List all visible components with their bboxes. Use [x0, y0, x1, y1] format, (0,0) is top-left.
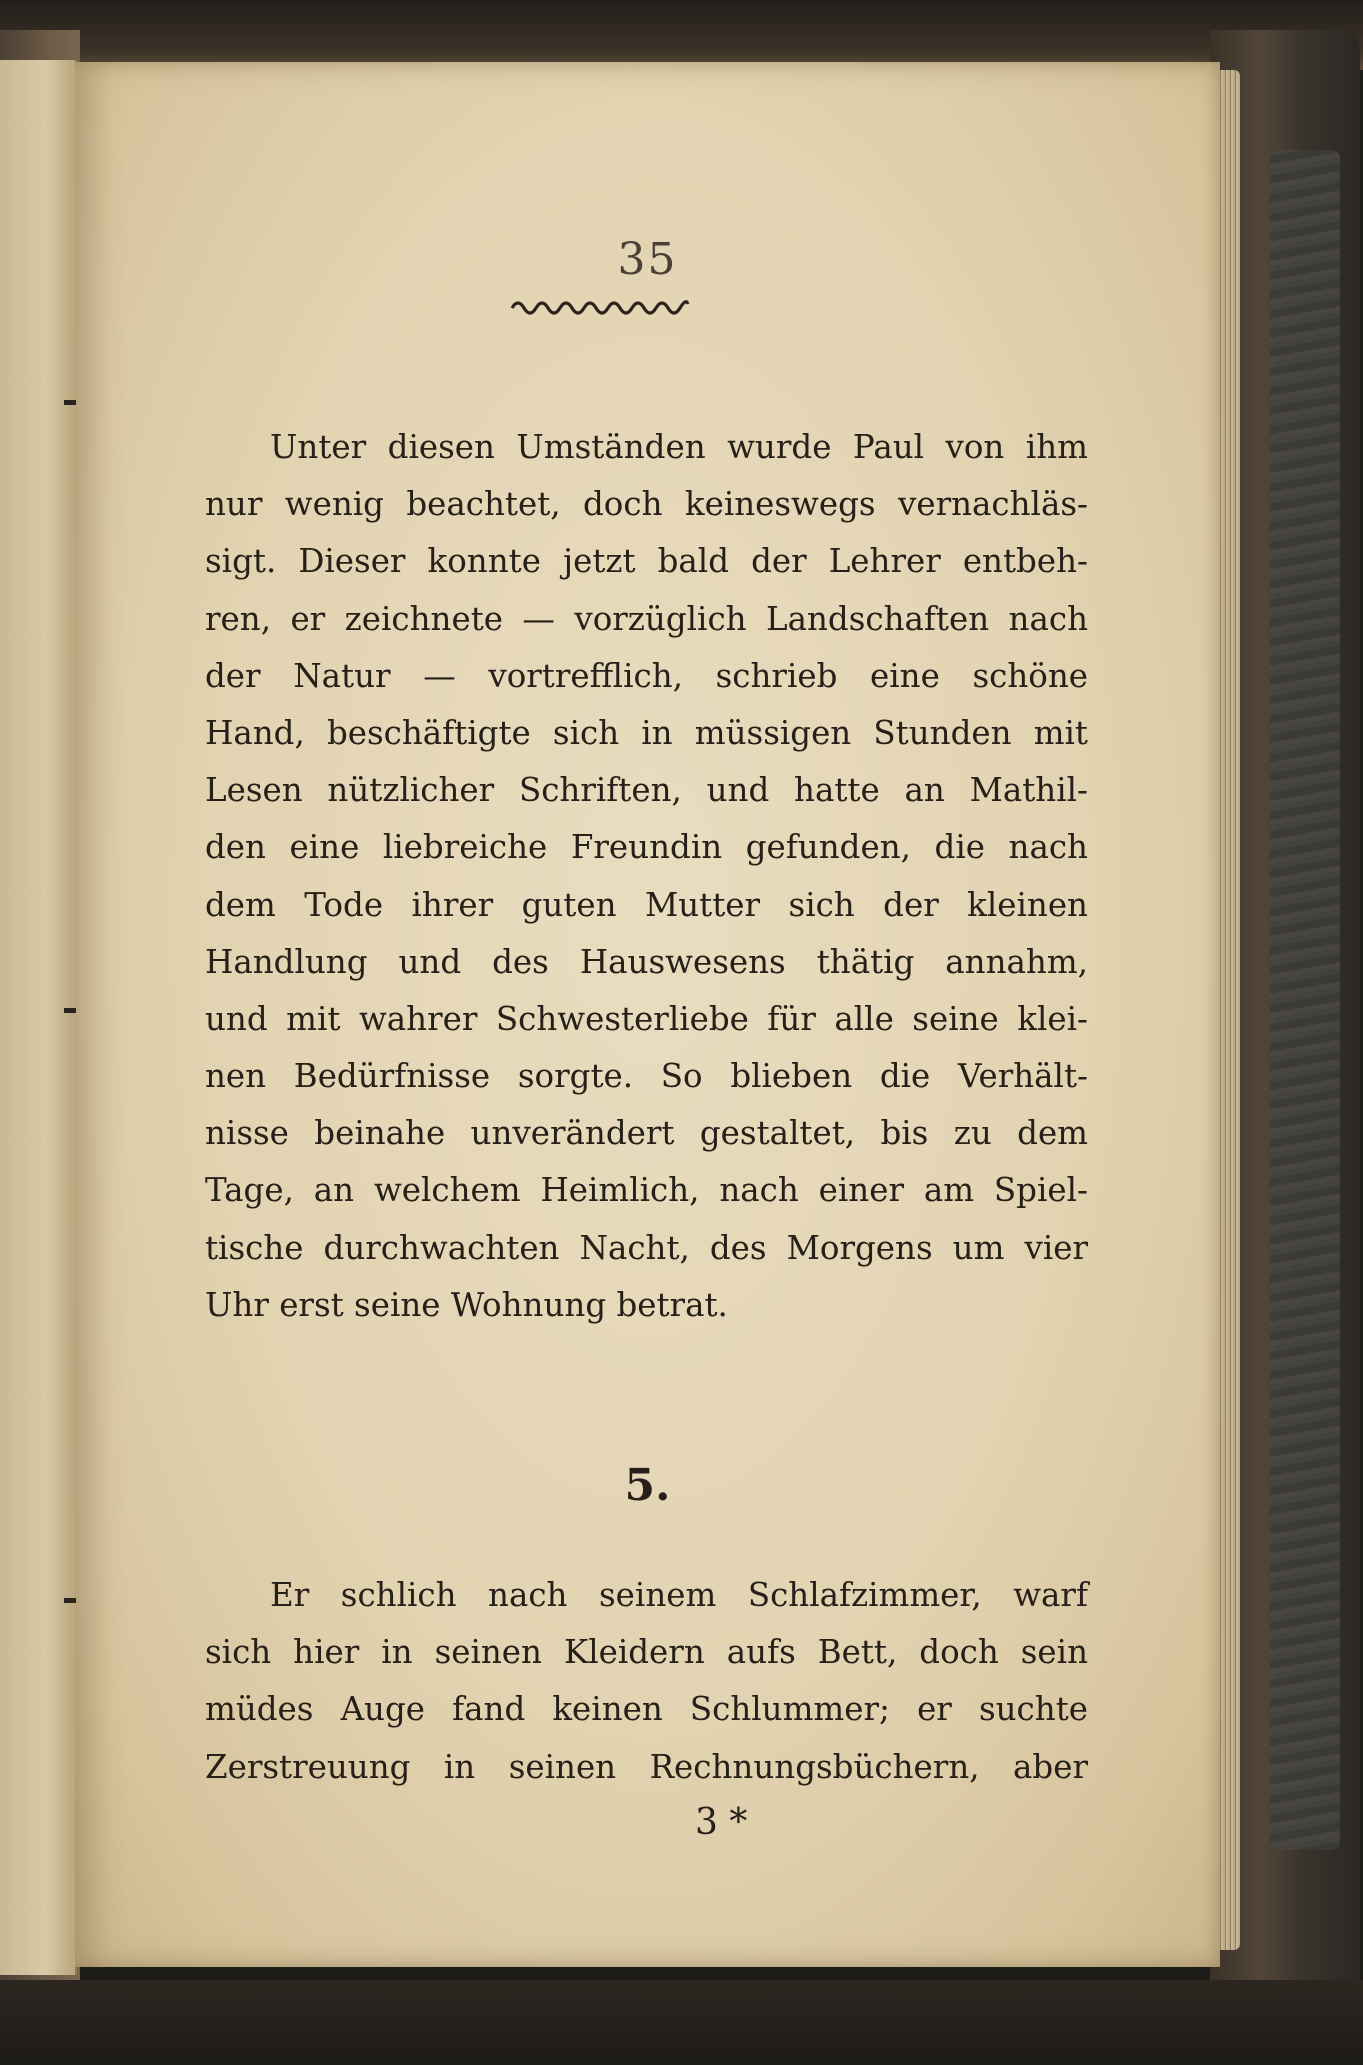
text-line: tische durchwachten Nacht, des Morgens um vier: [205, 1228, 1088, 1267]
text-line: Lesen nützlicher Schriften, und hatte an Mathil-: [205, 771, 1088, 810]
text-line: Er schlich nach seinem Schlafzimmer, warf: [270, 1576, 1088, 1614]
text-line: Handlung und des Hauswesens thätig annahm,: [205, 942, 1088, 981]
text-line: Unter diesen Umständen wurde Paul von ihm: [270, 428, 1088, 466]
margin-mark: [64, 1008, 76, 1013]
section-number: 5.: [624, 1460, 671, 1511]
page-number: 35: [617, 234, 678, 285]
text-line: der Natur — vortrefflich, schrieb eine schöne: [205, 656, 1088, 695]
text-line: den eine liebreiche Freundin gefunden, die nach: [205, 828, 1088, 867]
text-line: und mit wahrer Schwesterliebe für alle seine klei-: [205, 999, 1088, 1038]
paragraph-2: [205, 1567, 1088, 1796]
text-line: Tage, an welchem Heimlich, nach einer am Spiel-: [205, 1171, 1088, 1210]
text-line: Hand, beschäftigte sich in müssigen Stunden mit: [205, 713, 1088, 752]
text-line: sich hier in seinen Kleidern aufs Bett, doch sein: [205, 1633, 1088, 1672]
paragraph-1: [205, 419, 1088, 1334]
margin-mark: [64, 400, 76, 405]
text-line: nisse beinahe unverändert gestaltet, bis zu dem: [205, 1114, 1088, 1153]
wavy-ornament-icon: [510, 294, 690, 316]
book-page: [75, 62, 1220, 1967]
text-line: ren, er zeichnete — vorzüglich Landschaften nach: [205, 599, 1088, 638]
text-line: müdes Auge fand keinen Schlummer; er suchte: [205, 1690, 1088, 1729]
text-line: nur wenig beachtet, doch keineswegs vernachläs-: [205, 485, 1088, 524]
text-line: Uhr erst seine Wohnung betrat.: [205, 1285, 728, 1324]
text-line: sigt. Dieser konnte jetzt bald der Lehrer entbeh-: [205, 542, 1088, 581]
text-line: dem Tode ihrer guten Mutter sich der kleinen: [205, 885, 1088, 924]
book-cover-bottom: [0, 1980, 1363, 2065]
left-page-edge: [0, 60, 77, 1975]
margin-mark: [64, 1598, 76, 1603]
page-edges: [1218, 70, 1240, 1950]
text-line: nen Bedürfnisse sorgte. So blieben die Verhält-: [205, 1057, 1088, 1096]
text-line: Zerstreuung in seinen Rechnungsbüchern, aber: [205, 1747, 1088, 1786]
signature-mark: 3 *: [695, 1802, 748, 1843]
book-cover-top: [0, 0, 1363, 70]
